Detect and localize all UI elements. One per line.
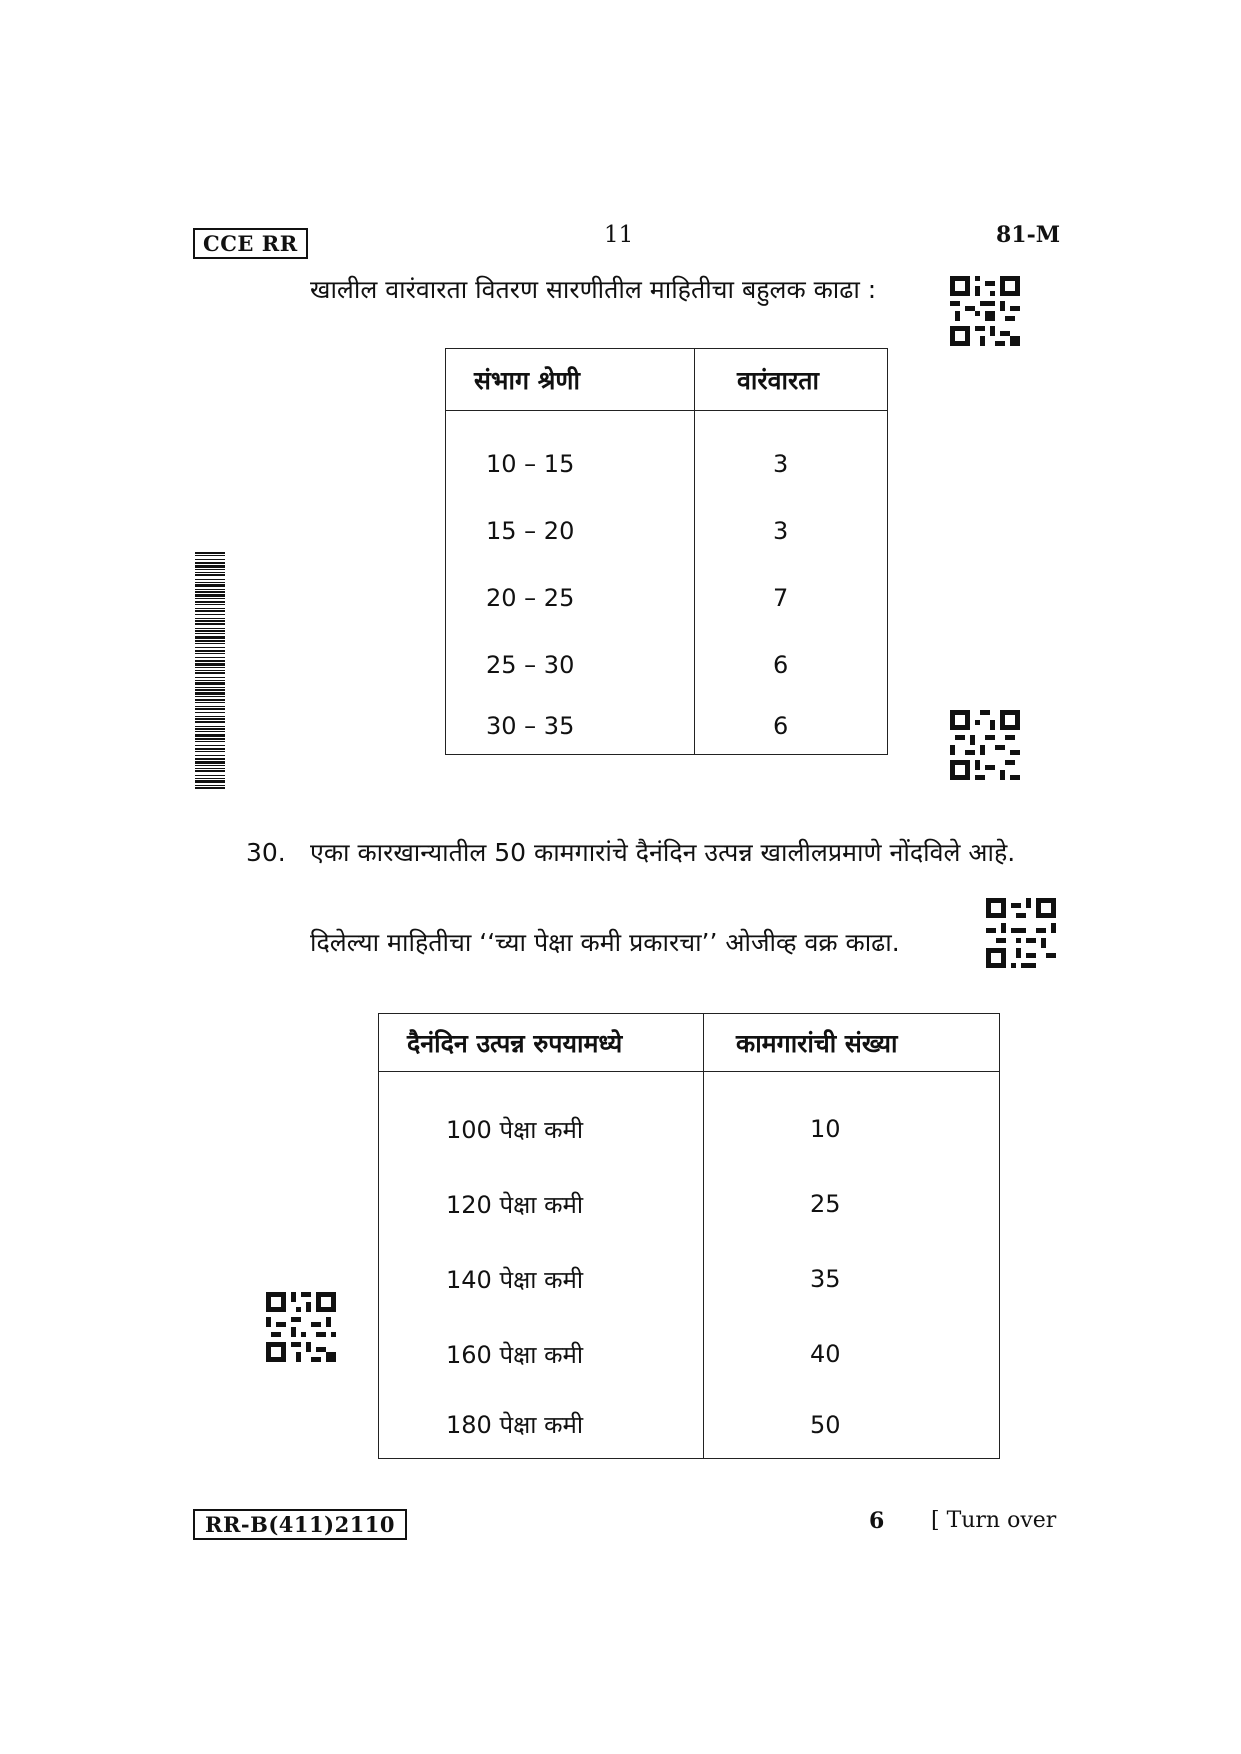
class-frequency-table — [445, 348, 888, 755]
header-right-code: 81-M — [996, 222, 1061, 248]
table-row — [379, 1392, 1000, 1459]
frequency-cell: 7 — [695, 565, 888, 632]
page-number: 11 — [604, 222, 634, 248]
turn-over-label: [ Turn over — [931, 1508, 1057, 1533]
table-row — [379, 1317, 1000, 1392]
frequency-cell: 3 — [695, 431, 888, 498]
question-30-line-2: दिलेल्या माहितीचा ‘‘च्या पेक्षा कमी प्रकारचा’’ ओजीव्ह वक्र काढा. — [310, 928, 900, 957]
income-cell: 180 पेक्षा कमी — [379, 1392, 704, 1459]
qr-code — [950, 276, 1020, 346]
worker-count-cell: 35 — [704, 1242, 1000, 1317]
income-cell: 120 पेक्षा कमी — [379, 1167, 704, 1242]
table-row — [446, 498, 888, 565]
question-29-prompt: खालील वारंवारता वितरण सारणीतील माहितीचा बहुलक काढा : — [310, 275, 877, 304]
qr-code — [986, 898, 1056, 968]
col-header-worker-count: कामगारांची संख्या — [704, 1014, 1000, 1072]
table-row — [446, 699, 888, 755]
table-row — [379, 1092, 1000, 1167]
question-number: 30. — [246, 838, 286, 867]
col-header-frequency: वारंवारता — [695, 349, 888, 411]
col-header-class-interval: संभाग श्रेणी — [446, 349, 695, 411]
qr-code — [266, 1292, 336, 1362]
frequency-cell: 6 — [695, 632, 888, 699]
class-interval-cell: 10 – 15 — [446, 431, 695, 498]
class-interval-cell: 30 – 35 — [446, 699, 695, 755]
class-interval-cell: 15 – 20 — [446, 498, 695, 565]
worker-count-cell: 40 — [704, 1317, 1000, 1392]
frequency-cell: 3 — [695, 498, 888, 565]
worker-count-cell: 25 — [704, 1167, 1000, 1242]
question-30-line-1: एका कारखान्यातील 50 कामगारांचे दैनंदिन उत्पन्न खालीलप्रमाणे नोंदविले आहे. — [310, 838, 1016, 867]
col-header-daily-income: दैनंदिन उत्पन्न रुपयामध्ये — [379, 1014, 704, 1072]
header-left-code: CCE RR — [193, 228, 308, 259]
income-cell: 100 पेक्षा कमी — [379, 1092, 704, 1167]
frequency-cell: 6 — [695, 699, 888, 755]
class-interval-cell: 25 – 30 — [446, 632, 695, 699]
table-row — [446, 565, 888, 632]
worker-count-cell: 50 — [704, 1392, 1000, 1459]
table-row — [379, 1167, 1000, 1242]
worker-count-cell: 10 — [704, 1092, 1000, 1167]
table-row — [446, 632, 888, 699]
class-interval-cell: 20 – 25 — [446, 565, 695, 632]
sheet-number: 6 — [869, 1508, 885, 1534]
barcode — [195, 552, 225, 790]
income-cell: 140 पेक्षा कमी — [379, 1242, 704, 1317]
income-cell: 160 पेक्षा कमी — [379, 1317, 704, 1392]
table-row — [446, 431, 888, 498]
table-row — [379, 1242, 1000, 1317]
qr-code — [950, 710, 1020, 780]
footer-code: RR-B(411)2110 — [193, 1509, 407, 1540]
daily-income-table — [378, 1013, 1000, 1459]
